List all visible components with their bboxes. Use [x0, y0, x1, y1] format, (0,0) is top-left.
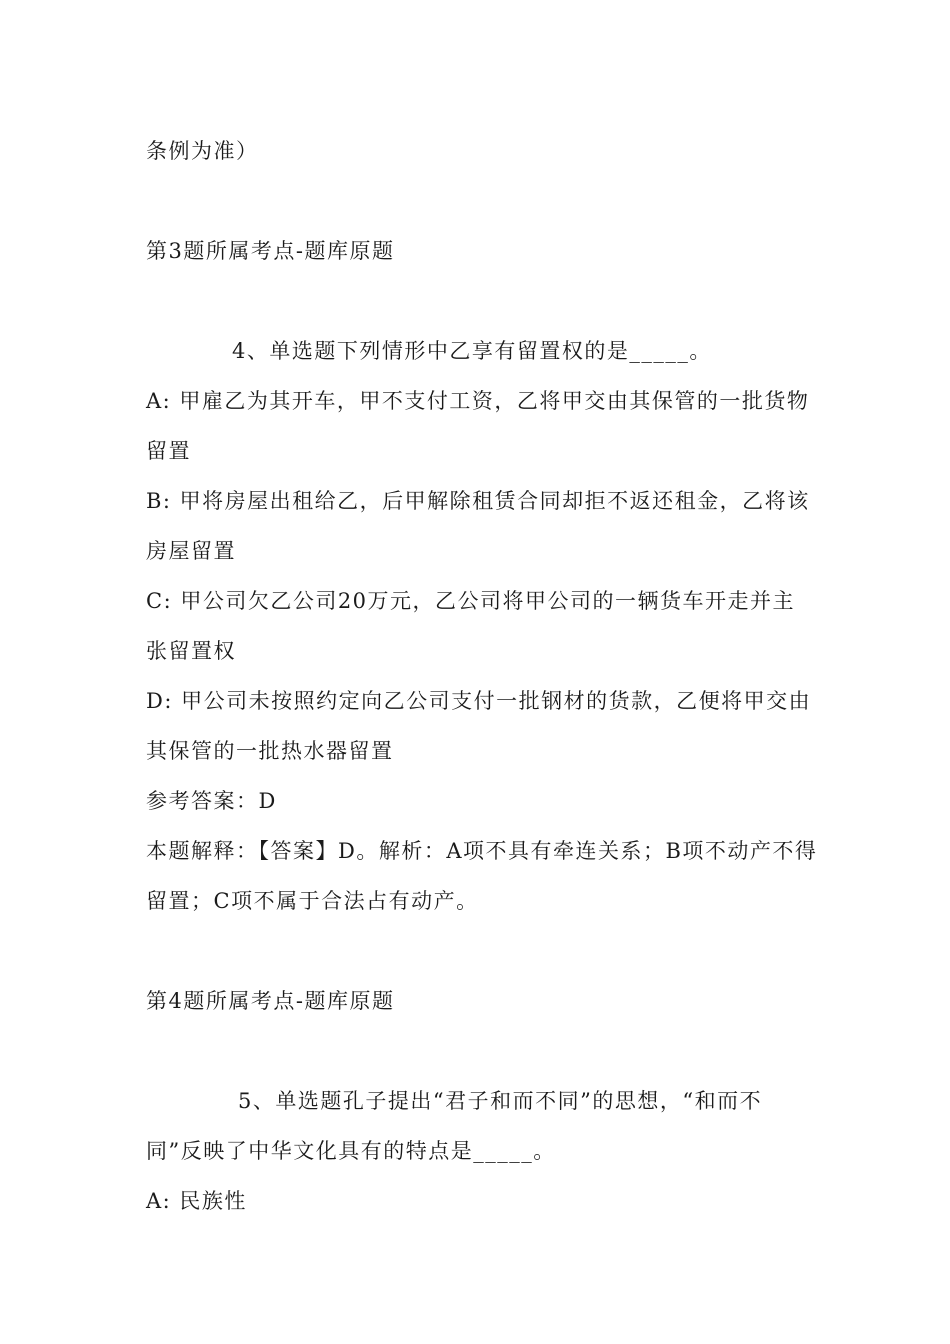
question-5-stem-line2: 同”反映了中华文化具有的特点是_____。	[146, 1139, 556, 1163]
option-c-line1: C: 甲公司欠乙公司20万元，乙公司将甲公司的一辆货车开走并主	[146, 589, 796, 613]
explanation-line1: 本题解释：【答案】D。解析：A项不具有牵连关系；B项不动产不得	[146, 839, 818, 863]
reference-answer: 参考答案：D	[146, 789, 277, 813]
text-line-continuation: 条例为准）	[146, 139, 259, 163]
option-d-line1: D: 甲公司未按照约定向乙公司支付一批钢材的货款，乙便将甲交由	[146, 689, 812, 713]
option-c-line2: 张留置权	[146, 639, 236, 663]
section-header-q4: 第4题所属考点-题库原题	[146, 989, 395, 1013]
option-d-line2: 其保管的一批热水器留置	[146, 739, 394, 763]
option-a-q5: A: 民族性	[146, 1189, 247, 1213]
explanation-line2: 留置；C项不属于合法占有动产。	[146, 889, 479, 913]
question-5-stem-line1: 5、单选题孔子提出“君子和而不同”的思想，“和而不	[238, 1089, 763, 1113]
option-b-line2: 房屋留置	[146, 539, 236, 563]
question-4-stem: 4、单选题下列情形中乙享有留置权的是_____。	[232, 339, 712, 363]
option-a-line2: 留置	[146, 439, 191, 463]
option-a-line1: A: 甲雇乙为其开车，甲不支付工资，乙将甲交由其保管的一批货物	[146, 389, 810, 413]
option-b-line1: B: 甲将房屋出租给乙，后甲解除租赁合同却拒不返还租金，乙将该	[146, 489, 810, 513]
section-header-q3: 第3题所属考点-题库原题	[146, 239, 395, 263]
